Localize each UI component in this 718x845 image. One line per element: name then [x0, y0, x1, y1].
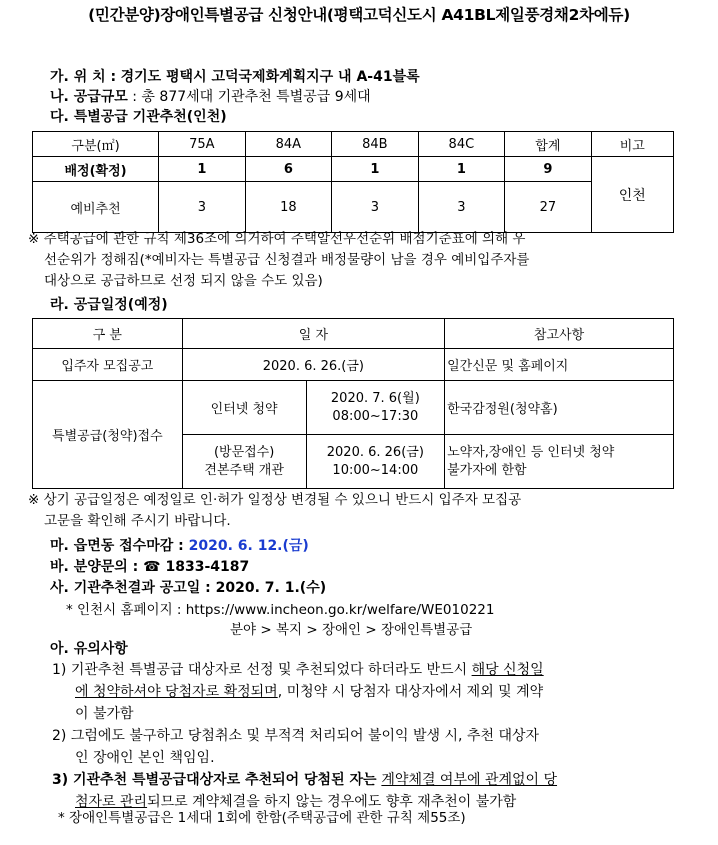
- table-cell: 2020. 6. 26.(금): [182, 349, 444, 381]
- remark-cell: 인천: [591, 157, 673, 233]
- section-announcement-date: 사. 기관추천결과 공고일 : 2020. 7. 1.(수): [50, 580, 327, 596]
- note-line: 고문을 확인해 주시기 바랍니다.: [44, 513, 231, 529]
- table-cell: [306, 435, 444, 489]
- row-label: 특별공급(청약)접수: [33, 381, 183, 489]
- caution-text: 1) 기관추천 특별공급 대상자로 선정 및 추천되었다 하더라도 반드시: [52, 662, 472, 678]
- table-header-cell: 비고: [591, 132, 673, 157]
- table-header-cell: 75A: [159, 132, 246, 157]
- table-header-cell: 일 자: [182, 319, 444, 349]
- table-cell: 9: [505, 157, 592, 182]
- caution-emphasis: 해당 신청일: [471, 662, 544, 678]
- table-row: [33, 182, 674, 233]
- section-institution-recommend: 다. 특별공급 기관추천(인천): [50, 109, 227, 125]
- caution-item-2: [52, 725, 539, 769]
- table-cell: [306, 381, 444, 435]
- table-cell: 일간신문 및 홈페이지: [445, 349, 674, 381]
- table-header-cell: 합계: [505, 132, 592, 157]
- note-line: ※ 주택공급에 관한 규칙 제36조에 의거하여 주택알선우선순위 배점기준표에 의해 우: [28, 231, 526, 247]
- location-value: 경기도 평택시 고덕국제화계획지구 내 A-41블록: [120, 69, 420, 85]
- table-row: [33, 349, 674, 381]
- date-line: 2020. 7. 6(월): [330, 390, 420, 406]
- allocation-note: [28, 229, 529, 292]
- caution-bold: 3) 기관추천 특별공급대상자로 추천되어 당첨된 자는: [52, 772, 382, 788]
- table-row: [33, 381, 674, 435]
- supply-scale-label: 나. 공급규모: [50, 89, 128, 105]
- row-label: 예비추천: [33, 182, 159, 233]
- note-line: 대상으로 공급하므로 선정 되지 않을 수도 있음): [44, 273, 323, 289]
- note-line: 노약자,장애인 등 인터넷 청약: [447, 444, 615, 460]
- caution-item-4: * 장애인특별공급은 1세대 1회에 한함(주택공급에 관한 규칙 제55조): [58, 810, 466, 826]
- table-cell: 3: [159, 182, 246, 233]
- row-label: 입주자 모집공고: [33, 349, 183, 381]
- section-inquiry: [50, 556, 249, 576]
- deadline-value: 2020. 6. 12.(금): [188, 538, 309, 554]
- section-supply-scale: [50, 86, 371, 106]
- caution-text: 2) 그럼에도 불구하고 당첨취소 및 부적격 처리되어 불이익 발생 시, 추천 대상자: [52, 728, 540, 744]
- deadline-label: 마. 읍면동 접수마감 :: [50, 538, 184, 554]
- note-line: 불가자에 한함: [447, 462, 527, 478]
- table-row: [33, 157, 674, 182]
- type-line: (방문접수): [213, 444, 275, 460]
- date-line: 2020. 6. 26(금): [326, 444, 424, 460]
- table-header-cell: 참고사항: [445, 319, 674, 349]
- location-label: 가. 위 치 :: [50, 69, 117, 85]
- table-cell: 3: [418, 182, 505, 233]
- type-line: 견본주택 개관: [204, 462, 284, 478]
- table-cell: 한국감정원(청약홈): [445, 381, 674, 435]
- table-cell: [182, 435, 306, 489]
- table-header-row: [33, 319, 674, 349]
- table-cell: 3: [332, 182, 419, 233]
- table-header-cell: 구 분: [33, 319, 183, 349]
- schedule-table: [32, 318, 674, 489]
- caution-emphasis: 에 청약하셔야 당첨자로 확정되며: [75, 684, 278, 700]
- section-schedule: 라. 공급일정(예정): [50, 297, 168, 313]
- caution-text: 인 장애인 본인 책임임.: [75, 750, 215, 766]
- phone-icon: ☎: [143, 559, 161, 575]
- allocation-table: [32, 131, 674, 233]
- section-deadline: [50, 535, 309, 555]
- table-header-cell: 84A: [245, 132, 332, 157]
- caution-item-1: [52, 659, 544, 725]
- note-line: ※ 상기 공급일정은 예정일로 인·허가 일정상 변경될 수 있으니 반드시 입주자 모집공: [28, 492, 522, 508]
- note-line: 선순위가 정해짐(*예비자는 특별공급 신청결과 배정물량이 남을 경우 예비입주자를: [44, 252, 530, 268]
- inquiry-phone: 1833-4187: [165, 559, 250, 575]
- section-cautions: 아. 유의사항: [50, 641, 128, 657]
- section-location: [50, 66, 420, 86]
- supply-scale-value: : 총 877세대 기관추천 특별공급 9세대: [132, 89, 371, 105]
- time-line: 10:00~14:00: [332, 462, 419, 478]
- table-cell: 인터넷 청약: [182, 381, 306, 435]
- table-cell: 1: [418, 157, 505, 182]
- homepage-path: 분야 > 복지 > 장애인 > 장애인특별공급: [230, 622, 473, 638]
- inquiry-label: 바. 분양문의 :: [50, 559, 139, 575]
- caution-text: 되므로 계약체결을 하지 않는 경우에도 향후 재추천이 불가함: [147, 794, 517, 810]
- caution-emphasis: 첨자로 관리: [75, 794, 148, 810]
- schedule-note: [28, 490, 521, 532]
- table-header-row: [33, 132, 674, 157]
- page-title: (민간분양)장애인특별공급 신청안내(평택고덕신도시 A41BL제일풍경채2차에듀): [88, 6, 630, 24]
- table-cell: 27: [505, 182, 592, 233]
- table-cell: 6: [245, 157, 332, 182]
- caution-text: , 미청약 시 당첨자 대상자에서 제외 및 계약: [277, 684, 544, 700]
- table-cell: 1: [159, 157, 246, 182]
- table-header-cell: 84C: [418, 132, 505, 157]
- time-line: 08:00~17:30: [332, 408, 419, 424]
- table-cell: [445, 435, 674, 489]
- caution-emphasis: 계약체결 여부에 관계없이 당: [381, 772, 558, 788]
- table-header-cell: 구분(㎡): [33, 132, 159, 157]
- table-cell: 18: [245, 182, 332, 233]
- incheon-homepage-link[interactable]: * 인천시 홈페이지 : https://www.incheon.go.kr/welfare/WE010221: [66, 602, 495, 618]
- caution-text: 이 불가함: [75, 706, 134, 722]
- table-cell: 1: [332, 157, 419, 182]
- table-header-cell: 84B: [332, 132, 419, 157]
- row-label: 배정(확정): [33, 157, 159, 182]
